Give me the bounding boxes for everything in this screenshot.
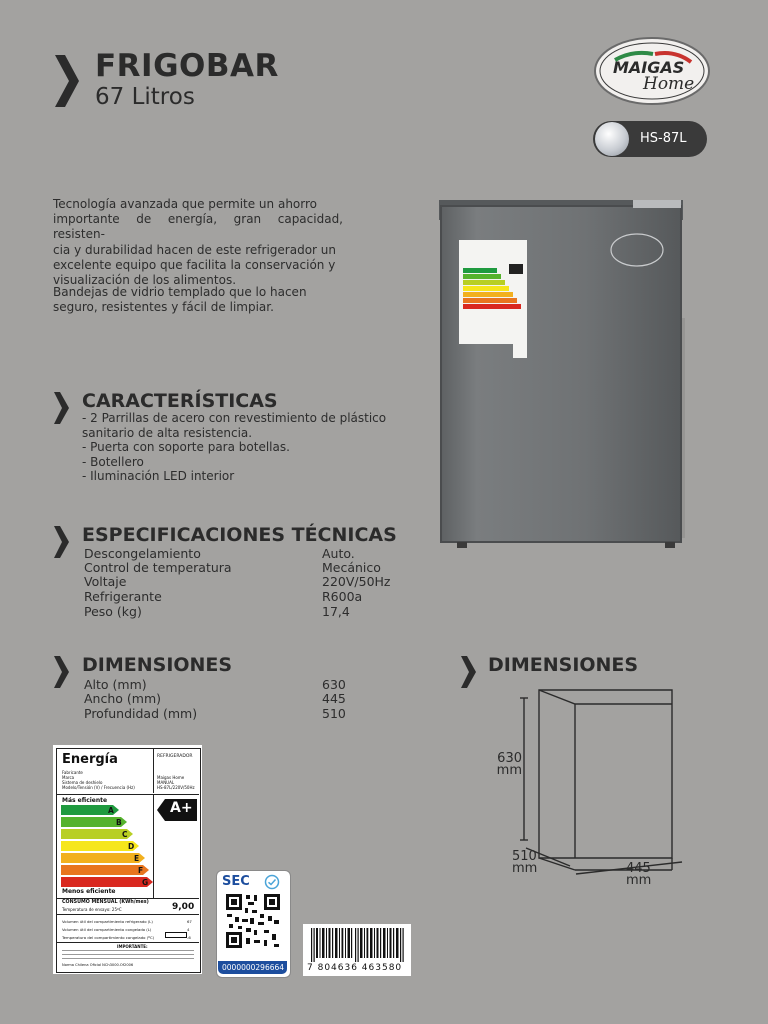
energy-volume-value: 4 (187, 927, 190, 932)
chevron-right-icon (460, 656, 476, 688)
product-image (437, 198, 685, 548)
spec-value: 220V/50Hz (322, 574, 391, 589)
chevron-right-icon (53, 526, 69, 558)
energy-test-temp: Temperatura de ensayo: 25ºC (62, 907, 122, 912)
dimension-value: 445 (322, 691, 346, 706)
model-code: HS-87L (640, 131, 687, 146)
energy-important: IMPORTANTE: (117, 944, 148, 949)
energy-volume-value: -6 (187, 935, 191, 940)
energy-field: Marca (62, 775, 75, 780)
spec-label: Peso (kg) (84, 604, 142, 619)
description-line: visualización de los alimentos. (53, 273, 237, 288)
energy-field: Modelo/Tensión (V) / Frecuencia (Hz) (62, 785, 135, 790)
energy-norm: Norma Chilena Oficial NCh3000.Of2006 (62, 963, 134, 967)
energy-least-efficient: Menos eficiente (62, 888, 116, 895)
dimension-value: 630 (322, 677, 346, 692)
barcode-digits: 7 804636 463580 (307, 963, 403, 973)
description-line: cia y durabilidad hacen de este refrigerador un (53, 242, 337, 257)
description-paragraph-2 (53, 285, 343, 315)
energy-class: E (134, 854, 140, 863)
description-paragraph-1 (53, 197, 343, 288)
energy-field-value: Maigas Home (157, 775, 185, 780)
description-line: seguro, resistentes y fácil de limpiar. (53, 300, 274, 315)
sec-brand: SEC (222, 874, 250, 889)
energy-field: Sistema de deshielo (62, 780, 103, 785)
description-line: importante de energía, gran capacidad, resisten- (53, 212, 343, 242)
dimension-label: Ancho (mm) (84, 691, 161, 706)
energy-volume-value: 67 (187, 919, 192, 924)
energy-volume-values (187, 918, 192, 942)
energy-volume-line: Volumen útil del compartimiento refrigerado (L) (62, 919, 153, 924)
spec-label: Refrigerante (84, 589, 162, 604)
spec-value: R600a (322, 589, 363, 604)
drawing-unit: mm (496, 763, 522, 778)
spec-label: Voltaje (84, 574, 127, 589)
dimension-label: Profundidad (mm) (84, 706, 198, 721)
description-line: excelente equipo que facilita la conservación y (53, 257, 336, 272)
list-item: - Botellero (82, 454, 144, 469)
spec-value: 17,4 (322, 604, 350, 619)
drawing-width-label (626, 863, 651, 887)
energy-class: F (138, 866, 144, 875)
logo-text-top: MAIGAS (613, 58, 685, 77)
chevron-right-icon (53, 392, 69, 424)
drawing-depth-value: 510 (512, 849, 537, 864)
chevron-right-icon (53, 55, 79, 107)
list-item: - Iluminación LED interior (82, 469, 235, 483)
energy-class: C (122, 830, 128, 839)
product-title: FRIGOBAR (95, 48, 279, 84)
energy-class: G (142, 878, 149, 887)
energy-field-value: MANUAL (157, 780, 175, 785)
drawing-unit: mm (626, 873, 652, 888)
energy-class: B (116, 818, 122, 827)
dimensions-title: DIMENSIONES (82, 654, 233, 676)
qr-code (224, 892, 282, 950)
energy-consumption-label: CONSUMO MENSUAL (KWh/mes) (62, 900, 149, 905)
spec-value: Auto. (322, 546, 355, 561)
list-item: - Puerta con soporte para botellas. (82, 440, 290, 454)
sec-code: 0000000296664 (222, 963, 285, 972)
drawing-height-label (492, 753, 522, 777)
dimension-value: 510 (322, 706, 346, 721)
energy-volume-line: Temperatura del compartimiento congelado (ºC) (62, 935, 155, 940)
product-barcode (303, 924, 411, 976)
energy-rating: A+ (170, 800, 193, 816)
sec-badge (216, 870, 289, 976)
spec-label: Descongelamiento (84, 546, 201, 561)
energy-label-fields (62, 770, 135, 790)
logo-text-bottom: Home (643, 74, 695, 94)
barcode-bars (309, 928, 405, 962)
model-badge-dot (595, 122, 629, 156)
list-item: sanitario de alta resistencia. (82, 425, 253, 440)
dimension-label: Alto (mm) (84, 677, 147, 692)
drawing-depth-label (512, 851, 537, 875)
specs-title: ESPECIFICACIONES TÉCNICAS (82, 524, 397, 546)
energy-most-efficient: Más eficiente (62, 797, 108, 804)
features-list (82, 411, 386, 484)
energy-field: Fabricante (62, 770, 83, 775)
list-item: - 2 Parrillas de acero con revestimiento de plástico (82, 411, 387, 425)
drawing-unit: mm (512, 861, 538, 876)
energy-label-field-values (157, 775, 195, 790)
energy-scale (61, 805, 153, 891)
description-line: Bandejas de vidrio templado que lo hacen (53, 285, 307, 299)
chevron-right-icon (53, 656, 69, 688)
energy-class: D (128, 842, 135, 851)
spec-value: Mecánico (322, 560, 381, 575)
energy-label-title: Energía (62, 752, 118, 767)
energy-class: A (108, 806, 114, 815)
energy-field-value: HS-87L/220V/50Hz (157, 785, 195, 790)
energy-volume-line: Volumen útil del compartimiento congelado (L) (62, 927, 152, 932)
description-line: Tecnología avanzada que permite un ahorro (53, 197, 317, 211)
dimensions-drawing-title: DIMENSIONES (488, 654, 639, 676)
energy-label (53, 745, 202, 974)
drawing-width-value: 445 (626, 861, 651, 876)
drawing-height-value: 630 (497, 751, 522, 766)
product-capacity: 67 Litros (95, 84, 195, 110)
energy-volumes (62, 918, 154, 942)
features-title: CARACTERÍSTICAS (82, 390, 278, 412)
brand-logo (593, 36, 711, 106)
check-circle-icon (264, 874, 280, 890)
spec-label: Control de temperatura (84, 560, 232, 575)
energy-consumption-value: 9,00 (172, 902, 195, 912)
energy-label-type: REFRIGERADOR (157, 754, 193, 759)
